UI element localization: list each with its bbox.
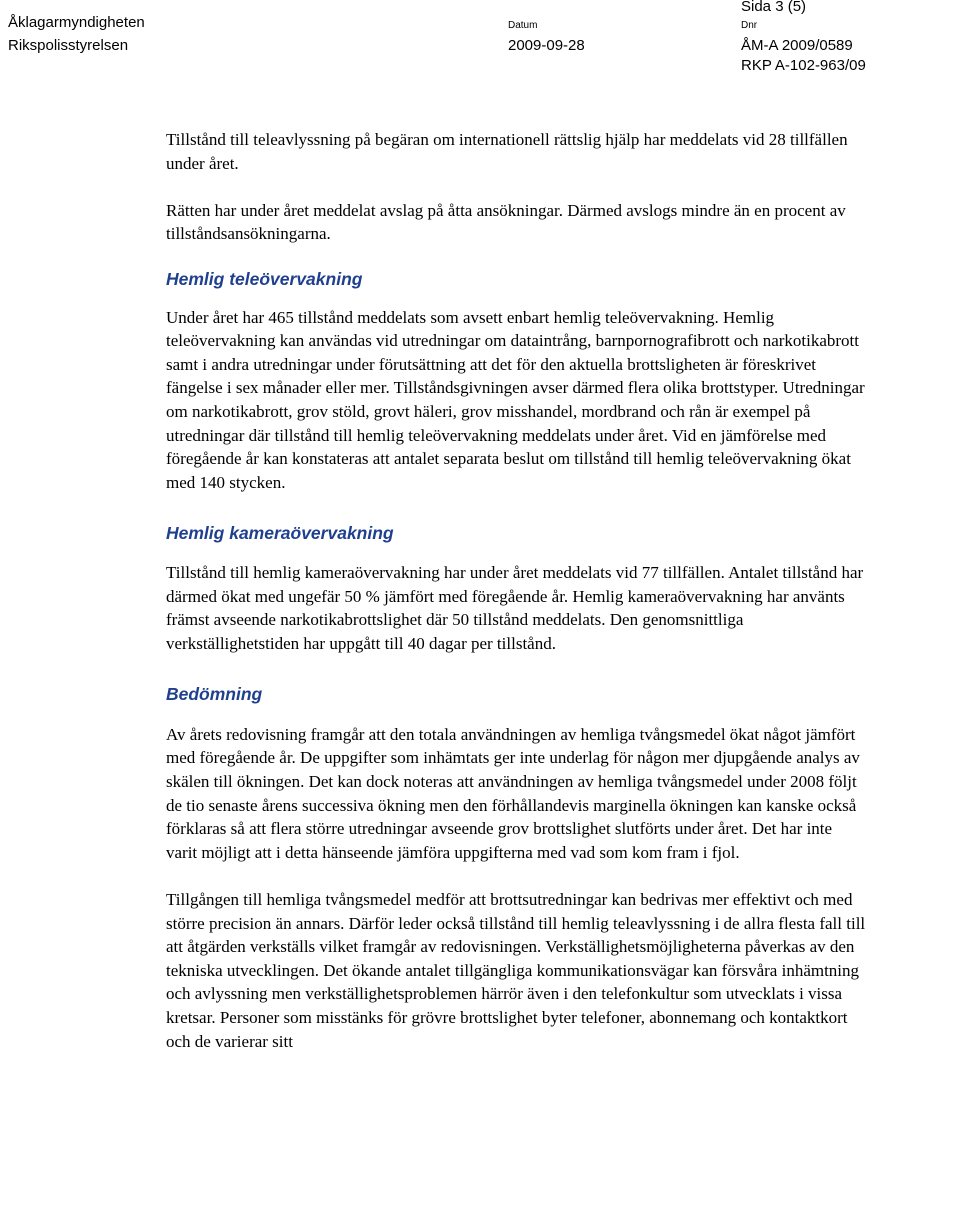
paragraph-camera-surveillance: Tillstånd till hemlig kameraövervakning har under året meddelats vid 77 tillfällen. Antalet tillstånd har därmed ökat med ungefär 50 % jämfört med föregående år. Hemlig kameraövervakning har använts främst avseende narkotikabrottslighet där 50 tillstånd meddelats. Den genomsnittliga verkställighetstiden har uppgått till 40 dagar per tillstånd. [166, 562, 864, 653]
paragraph-international-assistance: Tillstånd till teleavlyssning på begäran om internationell rättslig hjälp har meddelats vid 28 tillfällen under året. [166, 130, 848, 173]
paragraph-telecom-surveillance: Under året har 465 tillstånd meddelats som avsett enbart hemlig teleövervakning. Hemlig teleövervakning kan användas vid utredningar om dataintrång, barnpornografibrott och narkotikabrott samt i andra utredningar under förutsättning att det för den aktuella brottsligheten är föreskrivet fängelse i sex månader eller mer. Tillståndsgivningen avser därmed flera olika brottstyper. Utredningar om narkotikabrott, grov stöld, grovt häleri, grov misshandel, mordbrand och rån är exempel på utredningar där tillstånd till hemlig teleövervakning meddelats under året. Vid en jämförelse med föregående år kan konstateras att antalet separata beslut om tillstånd till hemlig teleövervakning ökat med 140 stycken. [166, 307, 865, 492]
heading-secret-telecom-surveillance: Hemlig teleövervakning [166, 268, 363, 289]
document-body [166, 128, 866, 1053]
heading-assessment: Bedömning [166, 684, 263, 705]
header-organization-2: Rikspolisstyrelsen [8, 37, 129, 54]
paragraph-assessment: Av årets redovisning framgår att den totala användningen av hemliga tvångsmedel ökat något jämfört med föregående år. De uppgifter som inhämtats ger inte underlag för någon mer djupgående analys av skälen till ökningen. Det kan dock noteras att användningen av hemliga tvångsmedel under 2008 följt de tio senaste årens successiva ökning men den förhållandevis marginella ökningen kan kanske också förklaras så att flera större utredningar avseende grov brottslighet slutförts under året. Det har inte varit möjligt att i detta hänseende jämföra uppgifterna med vad som kom fram i fjol. [166, 724, 860, 862]
header-dnr-2: RKP A-102-963/09 [741, 57, 866, 74]
heading-secret-camera-surveillance: Hemlig kameraövervakning [166, 523, 394, 544]
header-dnr-1: ÅM-A 2009/0589 [741, 37, 853, 54]
header-organization-1: Åklagarmyndigheten [8, 14, 145, 31]
header-dnr-label: Dnr [741, 20, 758, 31]
paragraph-access-to-measures: Tillgången till hemliga tvångsmedel medför att brottsutredningar kan bedrivas mer effektivt och med större precision än annars. Därför leder också tillstånd till hemlig teleavlyssning i de allra flesta fall till att åtgärden verkställs vilket framgår av redovisningen. Verkställighetsmöjligheterna påverkas av den tekniska utvecklingen. Det ökande antalet tillgängliga kommunikationsvägar kan försvåra inhämtning och avlyssning men verkställighetsproblemen härrör även i den telefonkultur som utvecklats i vissa kretsar. Personer som misstänks för grövre brottslighet byter telefoner, abonnemang och kontaktkort och de varierar sitt [166, 890, 866, 1051]
header-page-number: Sida 3 (5) [741, 0, 807, 15]
header-date: 2009-09-28 [508, 37, 585, 54]
header-date-label: Datum [508, 20, 538, 31]
paragraph-rejections: Rätten har under året meddelat avslag på åtta ansökningar. Därmed avslogs mindre än en procent av tillståndsansökningarna. [166, 200, 846, 244]
